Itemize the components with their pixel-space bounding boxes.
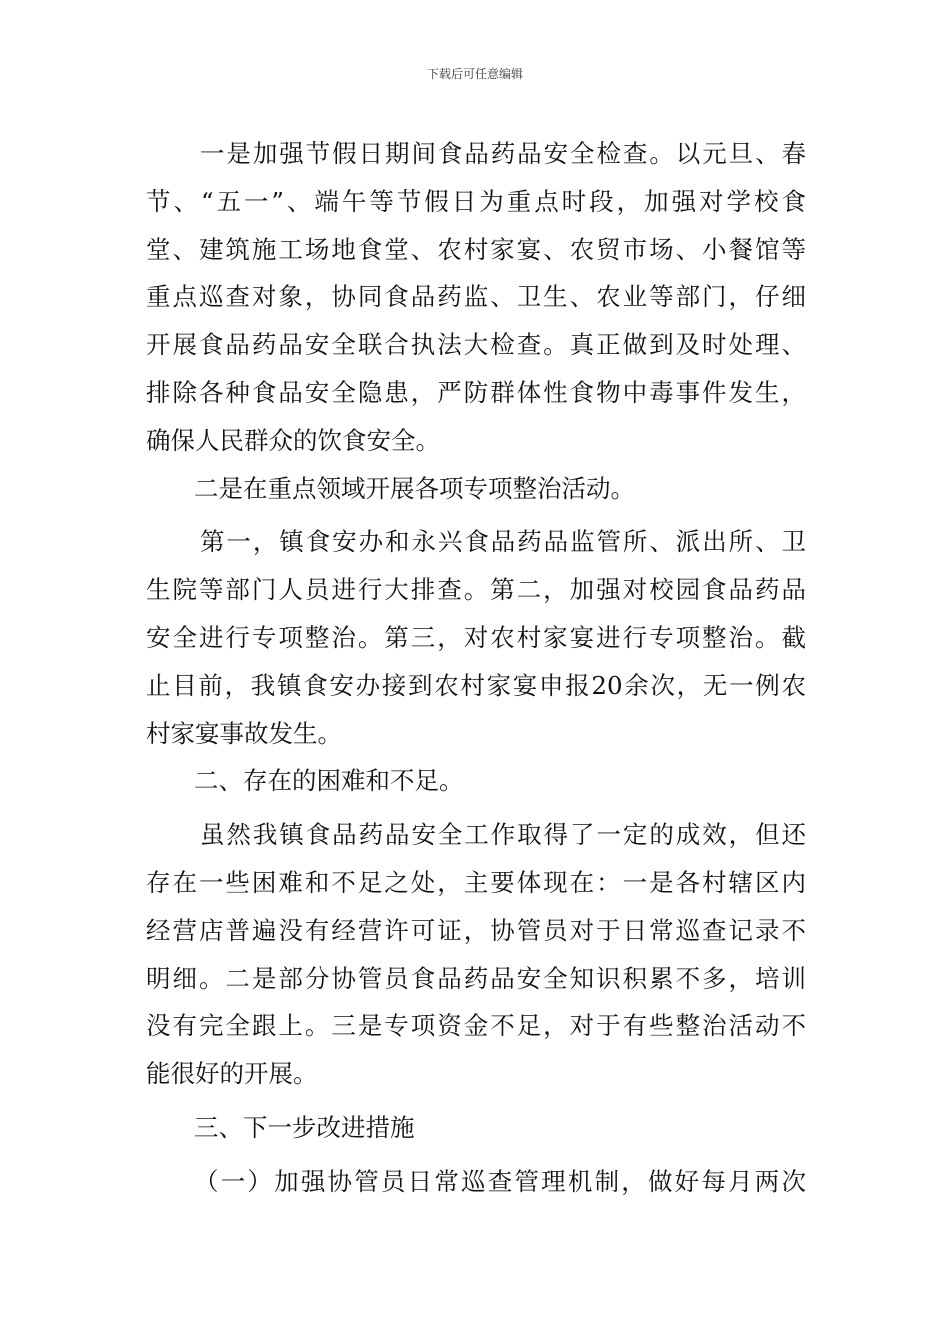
page-header: 下载后可任意编辑 bbox=[426, 67, 523, 81]
text-line: 排除各种食品安全隐患，严防群体性食物中毒事件发生， bbox=[146, 377, 806, 407]
text-line: 能很好的开展。 bbox=[146, 1059, 318, 1089]
document-body bbox=[146, 130, 806, 1206]
text-line: （一）加强协管员日常巡查管理机制，做好每月两次 bbox=[194, 1166, 806, 1196]
text-line: 节、“五一”、端午等节假日为重点时段，加强对学校食 bbox=[146, 186, 806, 216]
text-line: 开展食品药品安全联合执法大检查。真正做到及时处理、 bbox=[146, 330, 806, 360]
text-line: 堂、建筑施工场地食堂、农村家宴、农贸市场、小餐馆等 bbox=[146, 234, 806, 264]
text-line: 止目前，我镇食安办接到农村家宴申报20余次，无一例农 bbox=[146, 670, 806, 700]
text-line: 安全进行专项整治。第三，对农村家宴进行专项整治。截 bbox=[146, 622, 806, 652]
section-heading: 二、存在的困难和不足。 bbox=[194, 766, 464, 796]
text-line: 明细。二是部分协管员食品药品安全知识积累不多，培训 bbox=[146, 963, 806, 993]
text-line: 第一，镇食安办和永兴食品药品监管所、派出所、卫 bbox=[200, 527, 806, 557]
text-line: 二是在重点领域开展各项专项整治活动。 bbox=[194, 473, 635, 503]
text-line: 没有完全跟上。三是专项资金不足，对于有些整治活动不 bbox=[146, 1011, 806, 1041]
text-line: 一是加强节假日期间食品药品安全检查。以元旦、春 bbox=[200, 139, 806, 168]
section-heading: 三、下一步改进措施 bbox=[194, 1112, 415, 1142]
text-line: 生院等部门人员进行大排查。第二，加强对校园食品药品 bbox=[146, 575, 806, 605]
text-line: 存在一些困难和不足之处，主要体现在：一是各村辖区内 bbox=[146, 867, 806, 897]
text-line: 虽然我镇食品药品安全工作取得了一定的成效，但还 bbox=[200, 820, 806, 850]
text-line: 重点巡查对象，协同食品药监、卫生、农业等部门，仔细 bbox=[146, 282, 806, 312]
text-line: 村家宴事故发生。 bbox=[146, 718, 342, 748]
text-line: 确保人民群众的饮食安全。 bbox=[146, 425, 440, 455]
text-line: 经营店普遍没有经营许可证，协管员对于日常巡查记录不 bbox=[146, 915, 806, 945]
